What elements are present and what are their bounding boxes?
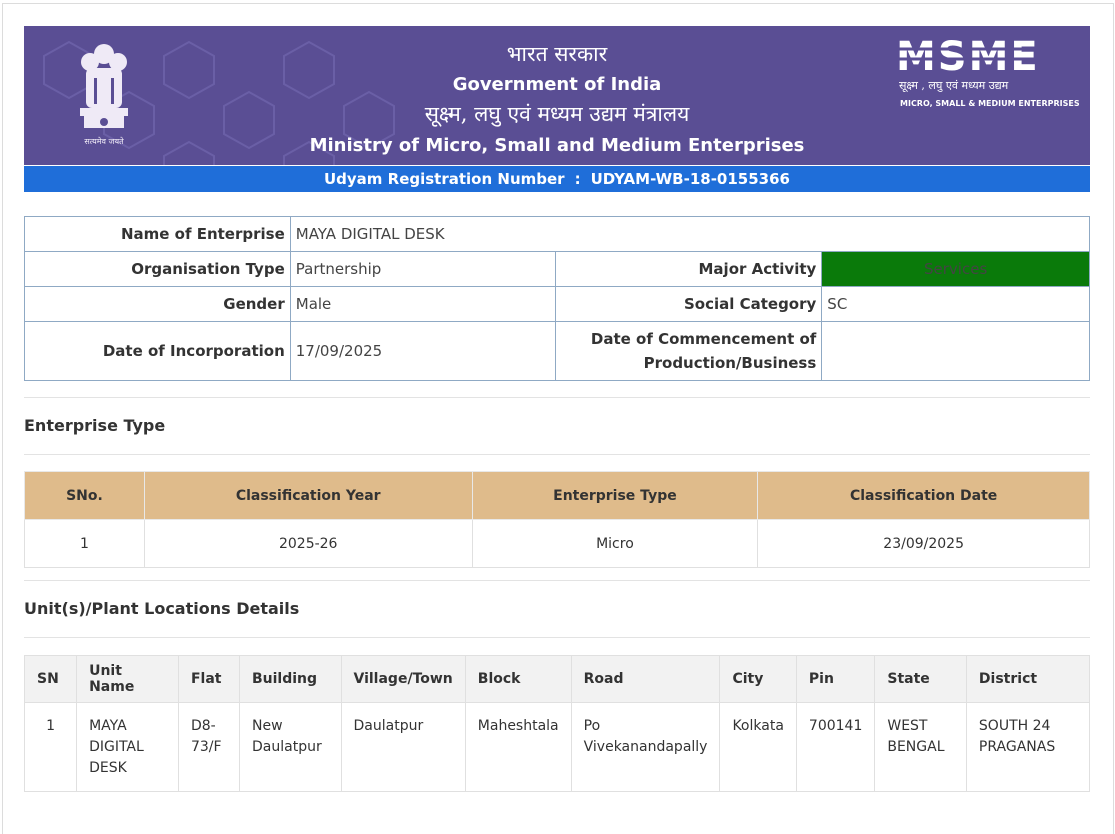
cell-city: Kolkata [720,703,796,792]
government-title: Government of India [452,74,662,95]
divider [24,454,1090,455]
gender-value: Male [290,287,556,322]
column-header-flat: Flat [178,656,239,703]
major-activity-value: Services [822,252,1090,287]
cell-sno: 1 [25,520,145,568]
cell-classification-year: 2025-26 [144,520,472,568]
column-header-state: State [875,656,967,703]
cell-state: WEST BENGAL [875,703,967,792]
hindi-government-title: भारत सरकार [506,42,608,66]
divider [24,397,1090,398]
table-header-row [25,656,1090,703]
enterprise-details-table [24,216,1090,381]
column-header-road: Road [571,656,720,703]
enterprise-name-label: Name of Enterprise [25,217,291,252]
enterprise-type-heading: Enterprise Type [24,416,166,435]
cell-district: SOUTH 24 PRAGANAS [966,703,1089,792]
commencement-date-label: Date of Commencement of Production/Business [556,322,822,381]
commencement-date-value [822,322,1090,381]
registration-number: UDYAM-WB-18-0155366 [590,170,790,188]
header-banner [24,26,1090,165]
gender-label: Gender [25,287,291,322]
registration-label: Udyam Registration Number [323,170,565,188]
msme-logo-mark [896,38,1056,76]
column-header-block: Block [465,656,571,703]
table-header-row [25,472,1090,520]
enterprise-type-table [24,471,1090,568]
table-row [25,217,1090,252]
divider [24,637,1090,638]
msme-logo [896,38,1080,118]
major-activity-label: Major Activity [556,252,822,287]
column-header-building: Building [240,656,342,703]
cell-classification-date: 23/09/2025 [758,520,1090,568]
cell-village-town: Daulatpur [341,703,465,792]
organisation-type-label: Organisation Type [25,252,291,287]
hindi-ministry-title: सूक्ष्म, लघु एवं मध्यम उद्यम मंत्रालय [424,102,690,126]
table-row [25,287,1090,322]
social-category-label: Social Category [556,287,822,322]
column-header-enterprise-type: Enterprise Type [472,472,758,520]
msme-logo-english: MICRO, SMALL & MEDIUM ENTERPRISES [900,99,1080,108]
cell-sn: 1 [25,703,77,792]
organisation-type-value: Partnership [290,252,556,287]
column-header-unit-name: Unit Name [77,656,179,703]
registration-number-bar [24,166,1090,192]
column-header-district: District [966,656,1089,703]
msme-logo-hindi: सूक्ष्म , लघु एवं मध्यम उद्यम [899,79,1009,92]
unit-locations-table [24,655,1090,792]
msme-logo-text: MSME [896,38,1040,76]
table-row [25,322,1090,381]
cell-pin: 700141 [796,703,874,792]
ministry-title: Ministry of Micro, Small and Medium Enterprises [309,135,805,156]
incorporation-date-value: 17/09/2025 [290,322,556,381]
column-header-sn: SN [25,656,77,703]
unit-locations-heading: Unit(s)/Plant Locations Details [24,599,300,618]
emblem-caption: सत्यमेव जयते [84,137,124,146]
incorporation-date-label: Date of Incorporation [25,322,291,381]
divider [24,580,1090,581]
social-category-value: SC [822,287,1090,322]
column-header-classification-year: Classification Year [144,472,472,520]
cell-flat: D8-73/F [178,703,239,792]
table-row [25,252,1090,287]
column-header-sno: SNo. [25,472,145,520]
table-row [25,520,1090,568]
column-header-village-town: Village/Town [341,656,465,703]
cell-building: New Daulatpur [240,703,342,792]
cell-road: Po Vivekanandapally [571,703,720,792]
table-row [25,703,1090,792]
column-header-classification-date: Classification Date [758,472,1090,520]
cell-block: Maheshtala [465,703,571,792]
cell-enterprise-type: Micro [472,520,758,568]
cell-unit-name: MAYA DIGITAL DESK [77,703,179,792]
registration-separator: : [574,170,581,188]
enterprise-name-value: MAYA DIGITAL DESK [290,217,1089,252]
column-header-pin: Pin [796,656,874,703]
column-header-city: City [720,656,796,703]
